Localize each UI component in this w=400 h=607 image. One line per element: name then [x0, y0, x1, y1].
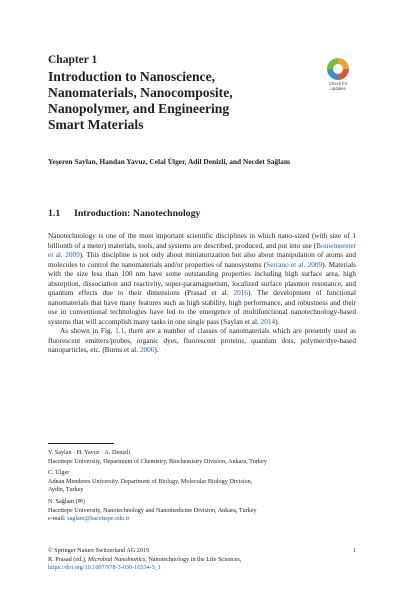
citation-series: , Nanotechnology in the Life Sciences,: [145, 555, 242, 563]
crossmark-label: [329, 81, 347, 91]
text-run: , there are a number of classes of nanomaterials which are presently used as fluorescent emitters/probes, organic dyes, fluorescent proteins, quantum dots, polymer/dye-based nanoparticles, etc. (Burns et al.: [48, 327, 356, 354]
paragraph: [48, 232, 356, 327]
text-run: ). The development of functional nanomaterials that have many features such as high stability, high performance, and robustness and their use in conventional technologies have led to the emergence of multifunctional nanotechnology-based systems that will accomplish many tasks in one single pass (Saylan et al.: [48, 289, 356, 326]
affiliation-names: C. Ülger: [48, 469, 70, 477]
author-list: Yeşeren Saylan, Handan Yavuz, Celal Ülger, Adil Denizli, and Necdet Sağlam: [48, 157, 290, 166]
email-row: [48, 515, 358, 524]
affiliation-names: N. Sağlam (✉): [48, 497, 85, 505]
email-label: e-mail:: [48, 515, 68, 523]
page-number: 1: [352, 547, 356, 554]
email-link[interactable]: saglam@hacettepe.edu.tr: [67, 515, 130, 523]
text-run: ).: [275, 317, 280, 326]
text-run: ). This discipline is not only about miniaturization but also about manipulation of atoms and molecules to control the nanomaterials and/or properties of nanosystems (: [48, 251, 356, 269]
chapter-label: Chapter 1: [48, 54, 98, 66]
affiliation-line: Adnan Menderes University, Department of Biology, Molecular Biology Division,: [48, 477, 253, 485]
page-footer: [48, 547, 356, 573]
body-text: [48, 232, 356, 356]
affiliation-names: Y. Saylan · H. Yavuz · A. Denizli: [48, 449, 131, 456]
text-run: Nanotechnology is one of the most important scientific disciplines in which nano-sized (with size of 1 billionth of a meter) materials, tools, and systems are described, produced, and put into use (: [48, 232, 356, 250]
chapter-title: [48, 69, 308, 133]
text-run: ).: [154, 346, 159, 354]
footnote-divider: [48, 443, 114, 444]
text-run: As shown in Fig.: [60, 327, 116, 335]
paragraph: [48, 327, 356, 356]
citation-link[interactable]: 2014: [260, 317, 276, 326]
crossmark-line: updates: [330, 86, 346, 91]
crossmark-line: Check for: [328, 81, 348, 86]
citation-editor: R. Prasad (ed.),: [48, 555, 88, 563]
citation-link[interactable]: 1.1: [115, 327, 125, 335]
citation-link[interactable]: Serrano et al. 2009: [266, 260, 323, 269]
section-title: Introduction: Nanotechnology: [74, 208, 201, 219]
copyright-line: © Springer Nature Switzerland AG 2019: [48, 547, 150, 554]
affiliation-line: Aydin, Turkey: [48, 486, 84, 494]
affiliation-block: [48, 469, 358, 495]
check-for-updates-button[interactable]: [322, 58, 354, 92]
text-run: ). Materials with the size less than 100 nm have some outstanding properties including high surface area, high absorption, dissociation and reactivity, super-paramagnetism, localized surface plasmon resonance, and quantum effects due to their dimensions (Prasad et al.: [48, 260, 357, 297]
citation-link[interactable]: 2006: [139, 346, 155, 354]
book-citation: [48, 556, 356, 565]
chapter-title-line: Introduction to Nanoscience,: [48, 69, 216, 84]
affiliation-block: [48, 449, 358, 466]
citation-link[interactable]: Bouwmeester et al. 2009: [48, 241, 356, 259]
affiliations: [48, 449, 358, 527]
doi-link[interactable]: https://doi.org/10.1007/978-3-030-16534-5_1: [48, 564, 161, 571]
section-number: 1.1: [48, 208, 61, 219]
chapter-title-line: Nanopolymer, and Engineering: [48, 101, 230, 116]
chapter-title-line: Smart Materials: [48, 117, 144, 132]
citation-link[interactable]: 2016: [233, 289, 248, 297]
citation-book-title: Microbial Nanobionics: [87, 555, 146, 563]
affiliation-block: [48, 498, 358, 524]
chapter-title-line: Nanomaterials, Nanocomposite,: [48, 85, 233, 100]
section-heading: [48, 208, 200, 219]
crossmark-icon: [327, 58, 349, 80]
affiliation-line: Hacettepe University, Nanotechnology and Nanomedicine Division, Ankara, Turkey: [48, 506, 257, 514]
affiliation-line: Hacettepe University, Department of Chemistry, Biochemistry Division, Ankara, Turkey: [48, 457, 267, 465]
